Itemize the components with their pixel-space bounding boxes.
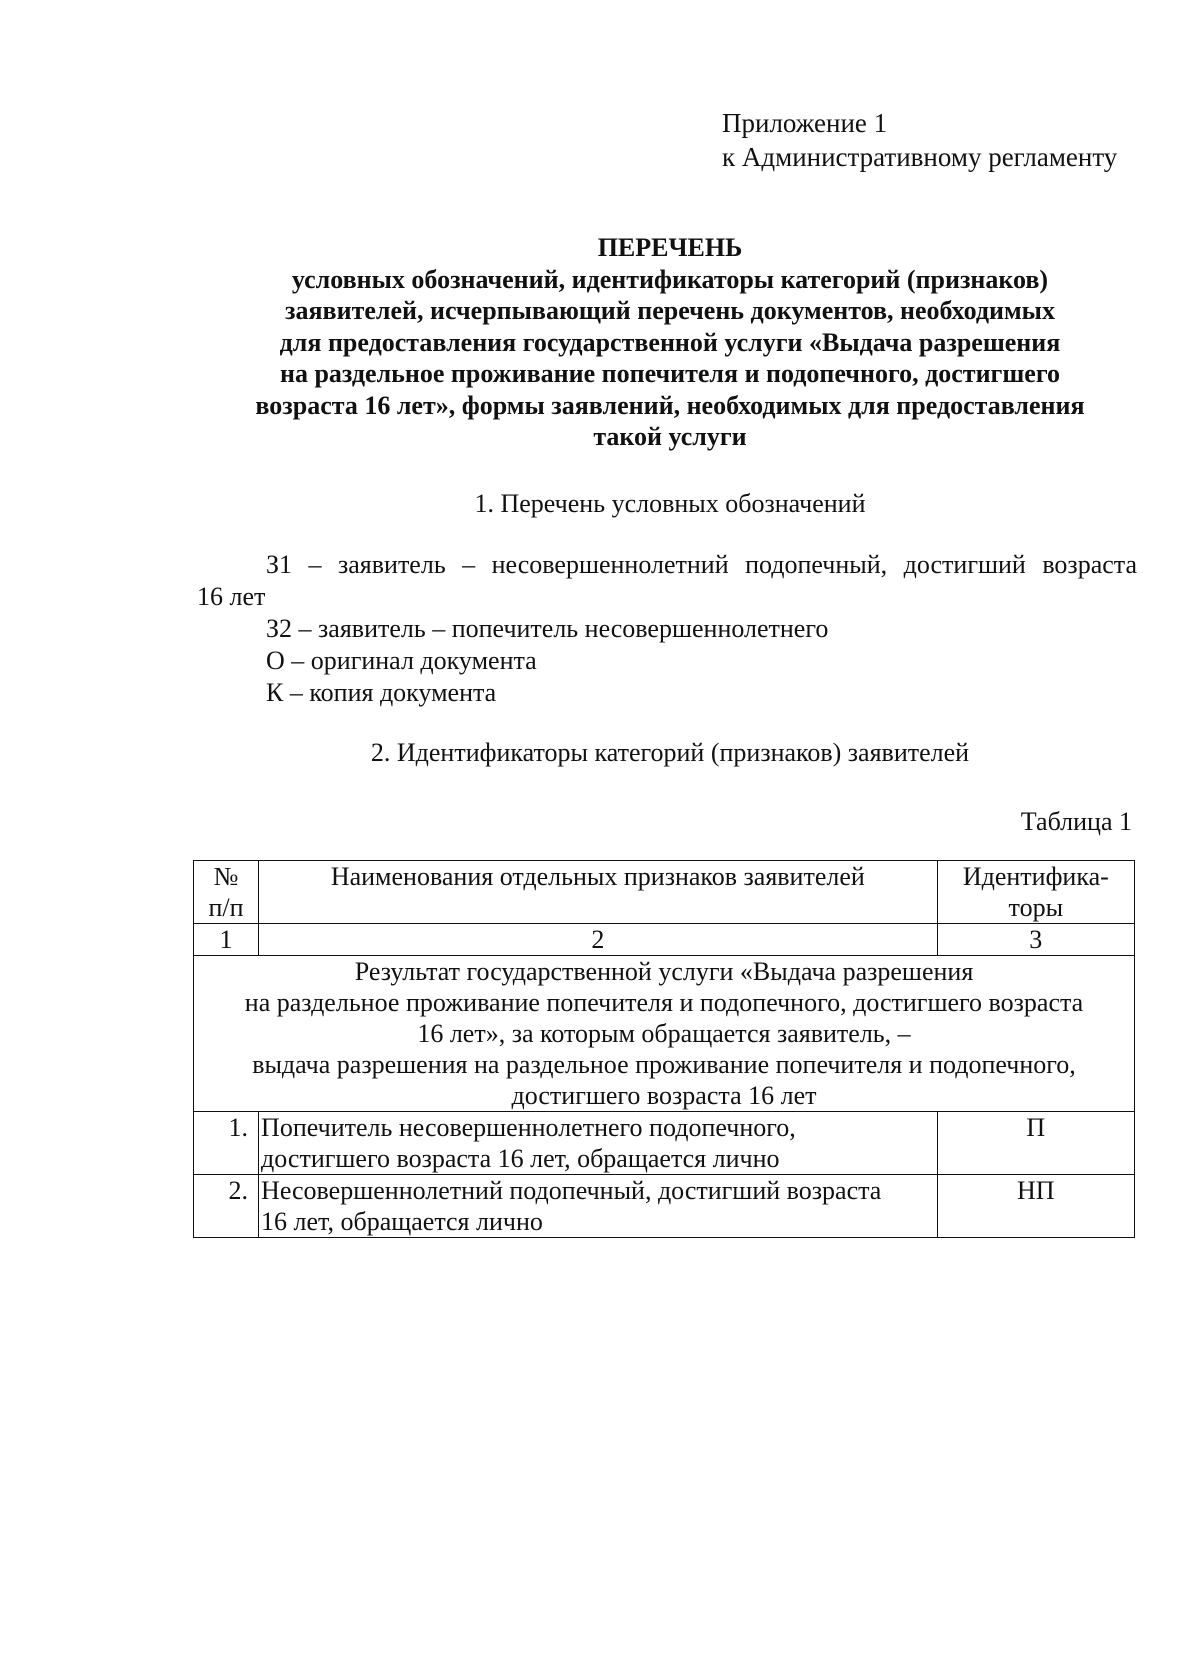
- appendix-header: [722, 106, 1117, 174]
- table-row: [194, 1175, 1135, 1238]
- row-description: [259, 1175, 938, 1238]
- header-cell-identifiers: [937, 861, 1134, 924]
- row-description-line: Несовершеннолетний подопечный, достигший возраста: [261, 1176, 882, 1205]
- header-cell-names: Наименования отдельных признаков заявителей: [259, 861, 938, 924]
- section-1-heading: 1. Перечень условных обозначений: [474, 489, 866, 518]
- applicant-categories-table: [193, 860, 1135, 1238]
- row-description-line: 16 лет, обращается лично: [261, 1207, 543, 1236]
- document-title: [160, 232, 1180, 453]
- header-identifiers-line-2: торы: [1008, 893, 1064, 922]
- row-identifier: НП: [937, 1175, 1134, 1238]
- numbering-cell: 2: [259, 924, 938, 956]
- header-number-line-1: №: [213, 862, 239, 891]
- table-header-row: [194, 861, 1135, 924]
- title-line: на раздельное проживание попечителя и подопечного, достигшего: [279, 359, 1061, 388]
- merged-line: достигшего возраста 16 лет: [511, 1081, 817, 1110]
- title-heading: ПЕРЕЧЕНЬ: [597, 233, 743, 262]
- header-identifiers-line-1: Идентифика-: [962, 862, 1109, 891]
- title-line: заявителей, исчерпывающий перечень документов, необходимых: [285, 296, 1055, 325]
- table-numbering-row: [194, 924, 1135, 956]
- appendix-line-2: к Административному регламенту: [722, 142, 1118, 172]
- merged-line: на раздельное проживание попечителя и подопечного, достигшего возраста: [244, 988, 1084, 1017]
- legend-list: [197, 549, 1137, 709]
- title-line: такой услуги: [593, 422, 747, 451]
- merged-line: 16 лет», за которым обращается заявитель, –: [417, 1019, 911, 1048]
- numbering-cell: 1: [194, 924, 259, 956]
- merged-line: выдача разрешения на раздельное проживание попечителя и подопечного,: [252, 1050, 1076, 1079]
- row-number: 2.: [194, 1175, 259, 1238]
- header-number-line-2: п/п: [208, 893, 244, 922]
- legend-item-z2: З2 – заявитель – попечитель несовершеннолетнего: [266, 614, 829, 643]
- service-result-cell: [194, 956, 1135, 1112]
- row-identifier: П: [937, 1112, 1134, 1175]
- legend-item-z1: З1 – заявитель – несовершеннолетний подопечный, достигший возраста: [266, 550, 1137, 579]
- title-line: условных обозначений, идентификаторы категорий (признаков): [291, 264, 1049, 294]
- table-merged-row: [194, 956, 1135, 1112]
- title-line: для предоставления государственной услуги «Выдача разрешения: [279, 327, 1061, 357]
- legend-item-z1-continuation: 16 лет: [197, 582, 266, 611]
- appendix-line-1: Приложение 1: [722, 108, 888, 138]
- title-line: возраста 16 лет», формы заявлений, необходимых для предоставления: [255, 390, 1085, 420]
- merged-line: Результат государственной услуги «Выдача разрешения: [354, 957, 974, 986]
- section-2-heading: 2. Идентификаторы категорий (признаков) заявителей: [370, 738, 970, 767]
- row-description-line: Попечитель несовершеннолетнего подопечного,: [261, 1113, 796, 1142]
- row-description: [259, 1112, 938, 1175]
- table-row: [194, 1112, 1135, 1175]
- legend-item-copy: К – копия документа: [266, 678, 497, 707]
- numbering-cell: 3: [937, 924, 1134, 956]
- table-caption: Таблица 1: [1020, 807, 1132, 836]
- header-cell-number: [194, 861, 259, 924]
- legend-item-original: О – оригинал документа: [266, 646, 537, 675]
- row-description-line: достигшего возраста 16 лет, обращается лично: [261, 1144, 780, 1173]
- row-number: 1.: [194, 1112, 259, 1175]
